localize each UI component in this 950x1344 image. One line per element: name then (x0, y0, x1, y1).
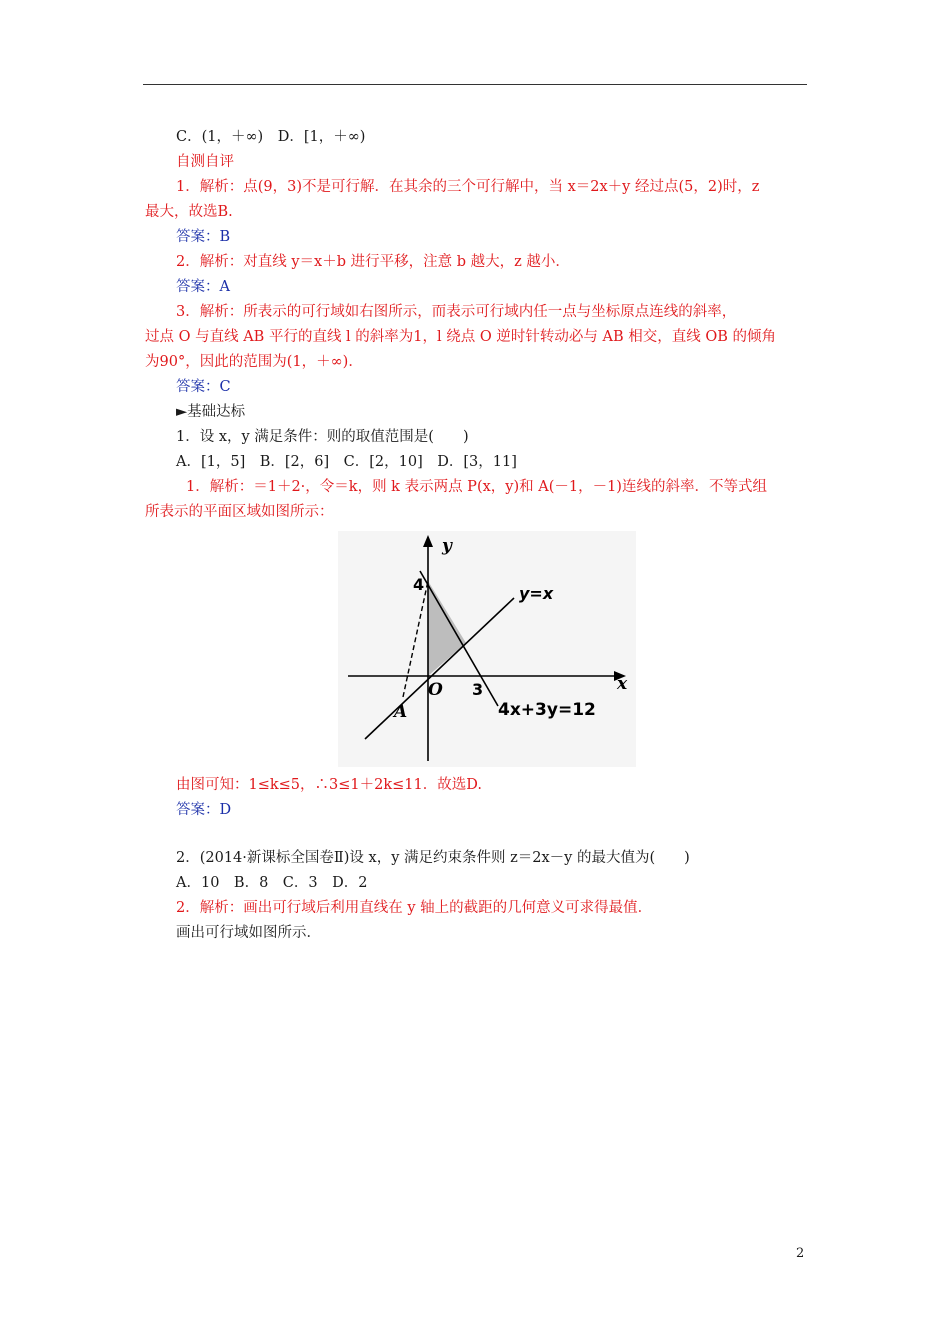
page-number: 2 (796, 1246, 805, 1261)
solution-line: 2．解析：画出可行域后利用直线在 y 轴上的截距的几何意义可求得最值． (176, 900, 653, 916)
origin-label: O (428, 680, 443, 700)
options-line: C．(1，＋∞) D．[1，＋∞) (176, 129, 366, 145)
solution-line: 最大，故选B. (145, 204, 233, 220)
solution-line: 画出可行域如图所示． (176, 925, 321, 941)
x-axis-label: x (617, 674, 628, 694)
solution-line: 3．解析：所表示的可行域如右图所示，而表示可行域内任一点与坐标原点连线的斜率， (176, 304, 737, 320)
figure-background (338, 531, 636, 767)
options-line: A．[1，5] B．[2，6] C．[2，10] D．[3，11] (176, 454, 517, 470)
question-line: 2．(2014·新课标全国卷Ⅱ)设 x，y 满足约束条件则 z＝2x－y 的最大值为( ) (176, 850, 690, 866)
answer-line: 答案：C (176, 379, 231, 395)
answer-line: 答案：B (176, 229, 231, 245)
solution-line: 所表示的平面区域如图所示： (145, 504, 334, 520)
answer-line: 答案：A (176, 279, 230, 295)
x-intercept-label: 3 (472, 680, 484, 699)
question-line: 1．设 x，y 满足条件：则的取值范围是( ) (176, 429, 469, 445)
y-axis-label: y (442, 536, 452, 556)
answer-line: 答案：D (176, 802, 232, 818)
solution-line: 1．解析：点(9，3)不是可行解．在其余的三个可行解中，当 x＝2x＋y 经过点(5，2)时，z (176, 179, 760, 195)
label-4x-3y-12: 4x+3y=12 (498, 700, 596, 720)
y-intercept-label: 4 (413, 575, 425, 594)
solution-line: 由图可知：1≤k≤5，∴3≤1＋2k≤11．故选D. (176, 777, 482, 793)
options-line: A．10 B．8 C．3 D．2 (176, 875, 368, 891)
label-y-equals-x: y=x (519, 584, 554, 603)
solution-line: 过点 O 与直线 AB 平行的直线 l 的斜率为1，l 绕点 O 逆时针转动必与 AB 相交，直线 OB 的倾角 (145, 329, 776, 345)
point-a-label: A (394, 702, 408, 722)
solution-line: 为90°，因此的范围为(1，＋∞)． (145, 354, 363, 370)
feasible-region-figure (338, 531, 636, 767)
section-title-basics: ►基础达标 (176, 404, 246, 420)
section-title-self-test: 自测自评 (176, 154, 234, 170)
header-rule (143, 84, 807, 85)
solution-line: 1．解析：＝1＋2·，令＝k，则 k 表示两点 P(x，y)和 A(－1，－1)连线的斜率．不等式组 (186, 479, 767, 495)
solution-line: 2．解析：对直线 y＝x＋b 进行平移，注意 b 越大，z 越小． (176, 254, 570, 270)
